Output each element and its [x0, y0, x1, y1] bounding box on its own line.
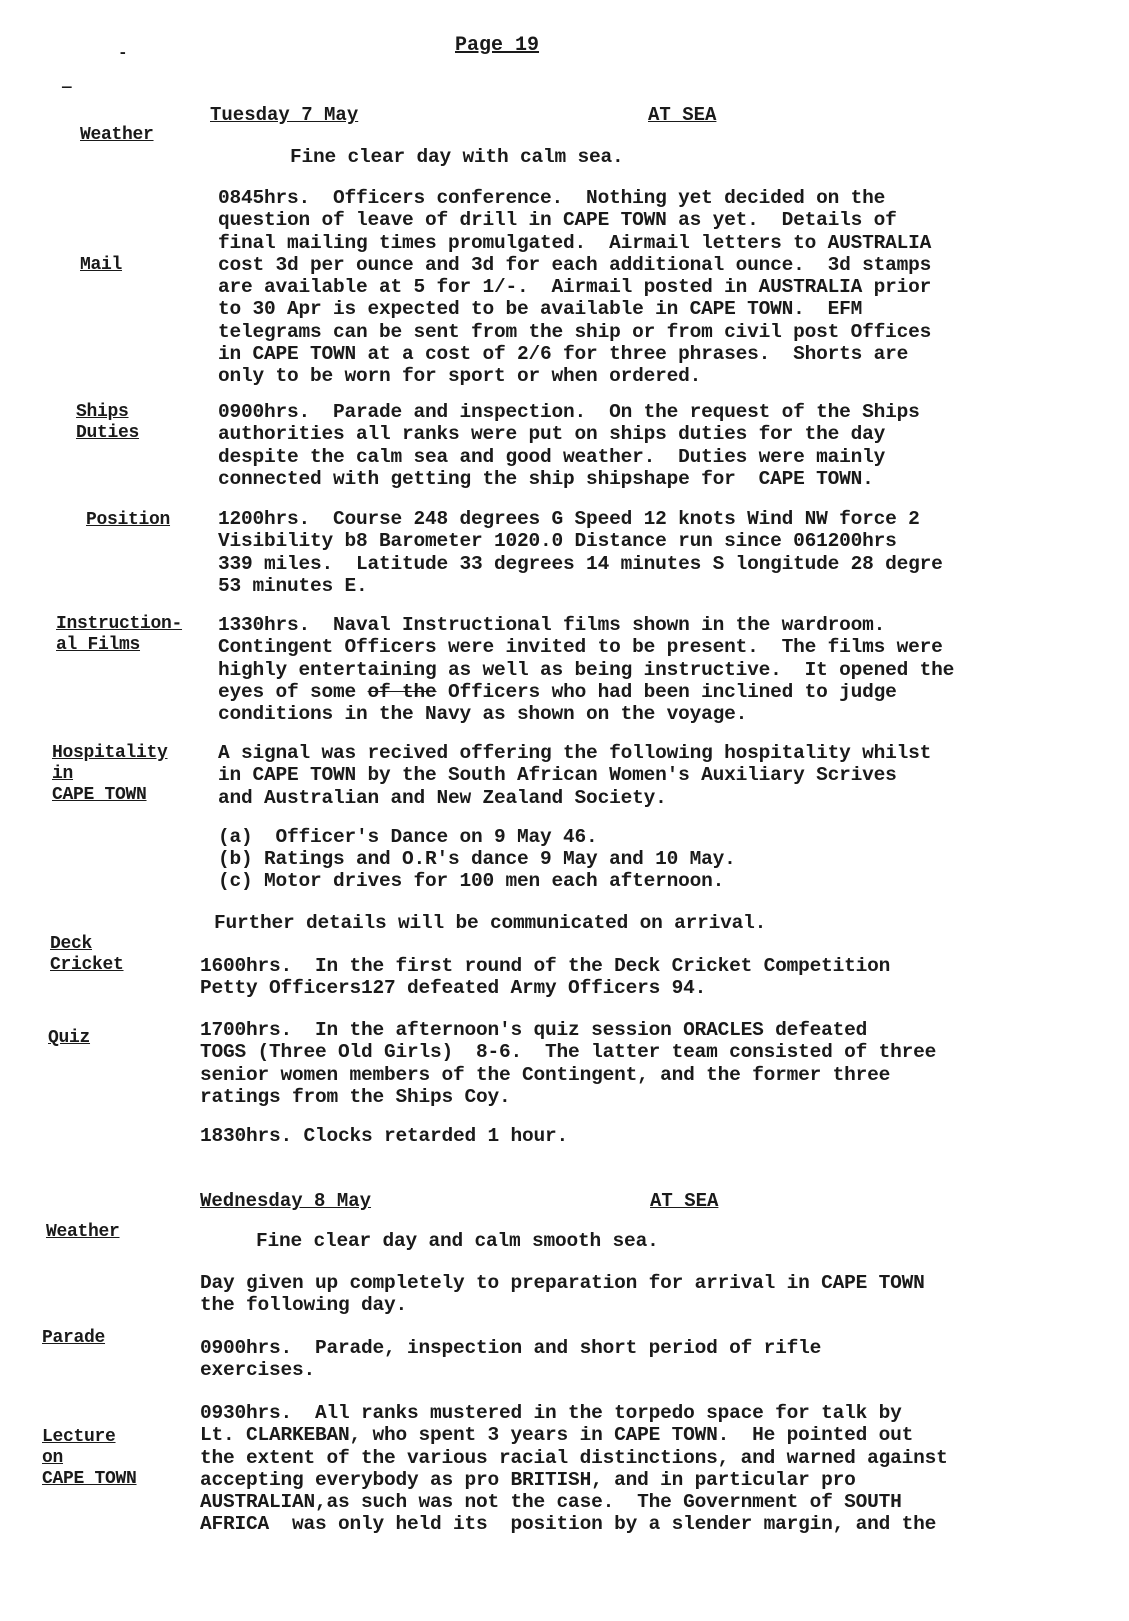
side-heading-ships-duties: Ships Duties [76, 402, 140, 443]
clocks-entry: 1830hrs. Clocks retarded 1 hour. [200, 1125, 569, 1147]
films-struck-text: of the [367, 680, 437, 703]
parade-entry: 0900hrs. Parade, inspection and short period of rifle exercises. [200, 1337, 822, 1382]
films-text-b: Officers who had been inclined to judge conditions in the Navy as shown on the voyage. [218, 680, 897, 726]
weather-entry: Fine clear day with calm sea. [290, 146, 624, 168]
hospitality-list-item: (b) Ratings and O.R's dance 9 May and 10 May. [218, 848, 736, 870]
day-heading: Wednesday 8 May [200, 1190, 372, 1212]
further-details: Further details will be communicated on arrival. [214, 912, 767, 934]
location-heading: AT SEA [650, 1190, 719, 1212]
films-entry [218, 614, 1098, 725]
quiz-entry: 1700hrs. In the afternoon's quiz session ORACLES defeated TOGS (Three Old Girls) 8-6. The latter team consisted of three senior women members of the Contingent, and the former three ratings from the Ships Coy. [200, 1019, 937, 1108]
side-heading-weather: Weather [46, 1222, 120, 1242]
side-heading-quiz: Quiz [48, 1028, 91, 1048]
side-heading-mail: Mail [80, 255, 123, 275]
side-heading-instructional-films: Instruction- al Films [56, 614, 183, 655]
side-heading-lecture: Lecture on CAPE TOWN [42, 1427, 137, 1489]
side-heading-deck-cricket: Deck Cricket [50, 934, 124, 975]
films-first-line: 1330hrs. Naval Instructional films shown in the wardroom. [218, 614, 886, 636]
hospitality-entry: A signal was recived offering the following hospitality whilst in CAPE TOWN by the South African Women's Auxiliary Scrives and Australian and New Zealand Society. [218, 742, 932, 809]
position-entry: 1200hrs. Course 248 degrees G Speed 12 knots Wind NW force 2 Visibility b8 Barometer 1020.0 Distance run since 061200hrs 339 miles. Latitude 33 degrees 14 minutes S longitude 28 degre 53 minutes E. [218, 508, 943, 597]
hospitality-list-item: (a) Officer's Dance on 9 May 46. [218, 826, 598, 848]
ships-duties-entry: 0900hrs. Parade and inspection. On the request of the Ships authorities all ranks were put on ships duties for the day despite the calm sea and good weather. Duties were mainly connected with getting the ship shipshape for CAPE TOWN. [218, 401, 920, 490]
preparation-entry: Day given up completely to preparation for arrival in CAPE TOWN the following day. [200, 1272, 925, 1317]
films-text-a: Contingent Officers were invited to be present. The films were highly entertaining as well as being instructive. It opened the eyes of some [218, 636, 955, 703]
side-heading-position: Position [86, 510, 171, 530]
conference-entry: 0845hrs. Officers conference. Nothing yet decided on the question of leave of drill in CAPE TOWN as yet. Details of final mailing times promulgated. Airmail letters to AUSTRALIA cost 3d per ounce and 3d for each additional ounce. 3d stamps are available at 5 for 1/-. Airmail posted in AUSTRALIA prior to 30 Apr is expected to be available in CAPE TOWN. EFM telegrams can be sent from the ship or from civil post Offices in CAPE TOWN at a cost of 2/6 for three phrases. Shorts are only to be worn for sport or when ordered. [218, 187, 932, 388]
hospitality-list-item: (c) Motor drives for 100 men each afternoon. [218, 870, 725, 892]
weather-entry: Fine clear day and calm smooth sea. [256, 1230, 659, 1252]
side-heading-parade: Parade [42, 1328, 106, 1348]
location-heading: AT SEA [648, 104, 717, 126]
day-heading: Tuesday 7 May [210, 104, 359, 126]
page-number: Page 19 [455, 34, 540, 57]
stray-mark: - [118, 44, 128, 62]
cricket-entry: 1600hrs. In the first round of the Deck Cricket Competition Petty Officers127 defeated Army Officers 94. [200, 955, 891, 1000]
side-heading-hospitality: Hospitality in CAPE TOWN [52, 743, 168, 805]
stray-mark: — [62, 78, 72, 96]
side-heading-weather: Weather [80, 125, 154, 145]
lecture-entry: 0930hrs. All ranks mustered in the torpedo space for talk by Lt. CLARKEBAN, who spent 3 years in CAPE TOWN. He pointed out the extent of the various racial distinctions, and warned against accepting everybody as pro BRITISH, and in particular pro AUSTRALIAN,as such was not the case. The Government of SOUTH AFRICA was only held its position by a slender margin, and the [200, 1402, 948, 1536]
